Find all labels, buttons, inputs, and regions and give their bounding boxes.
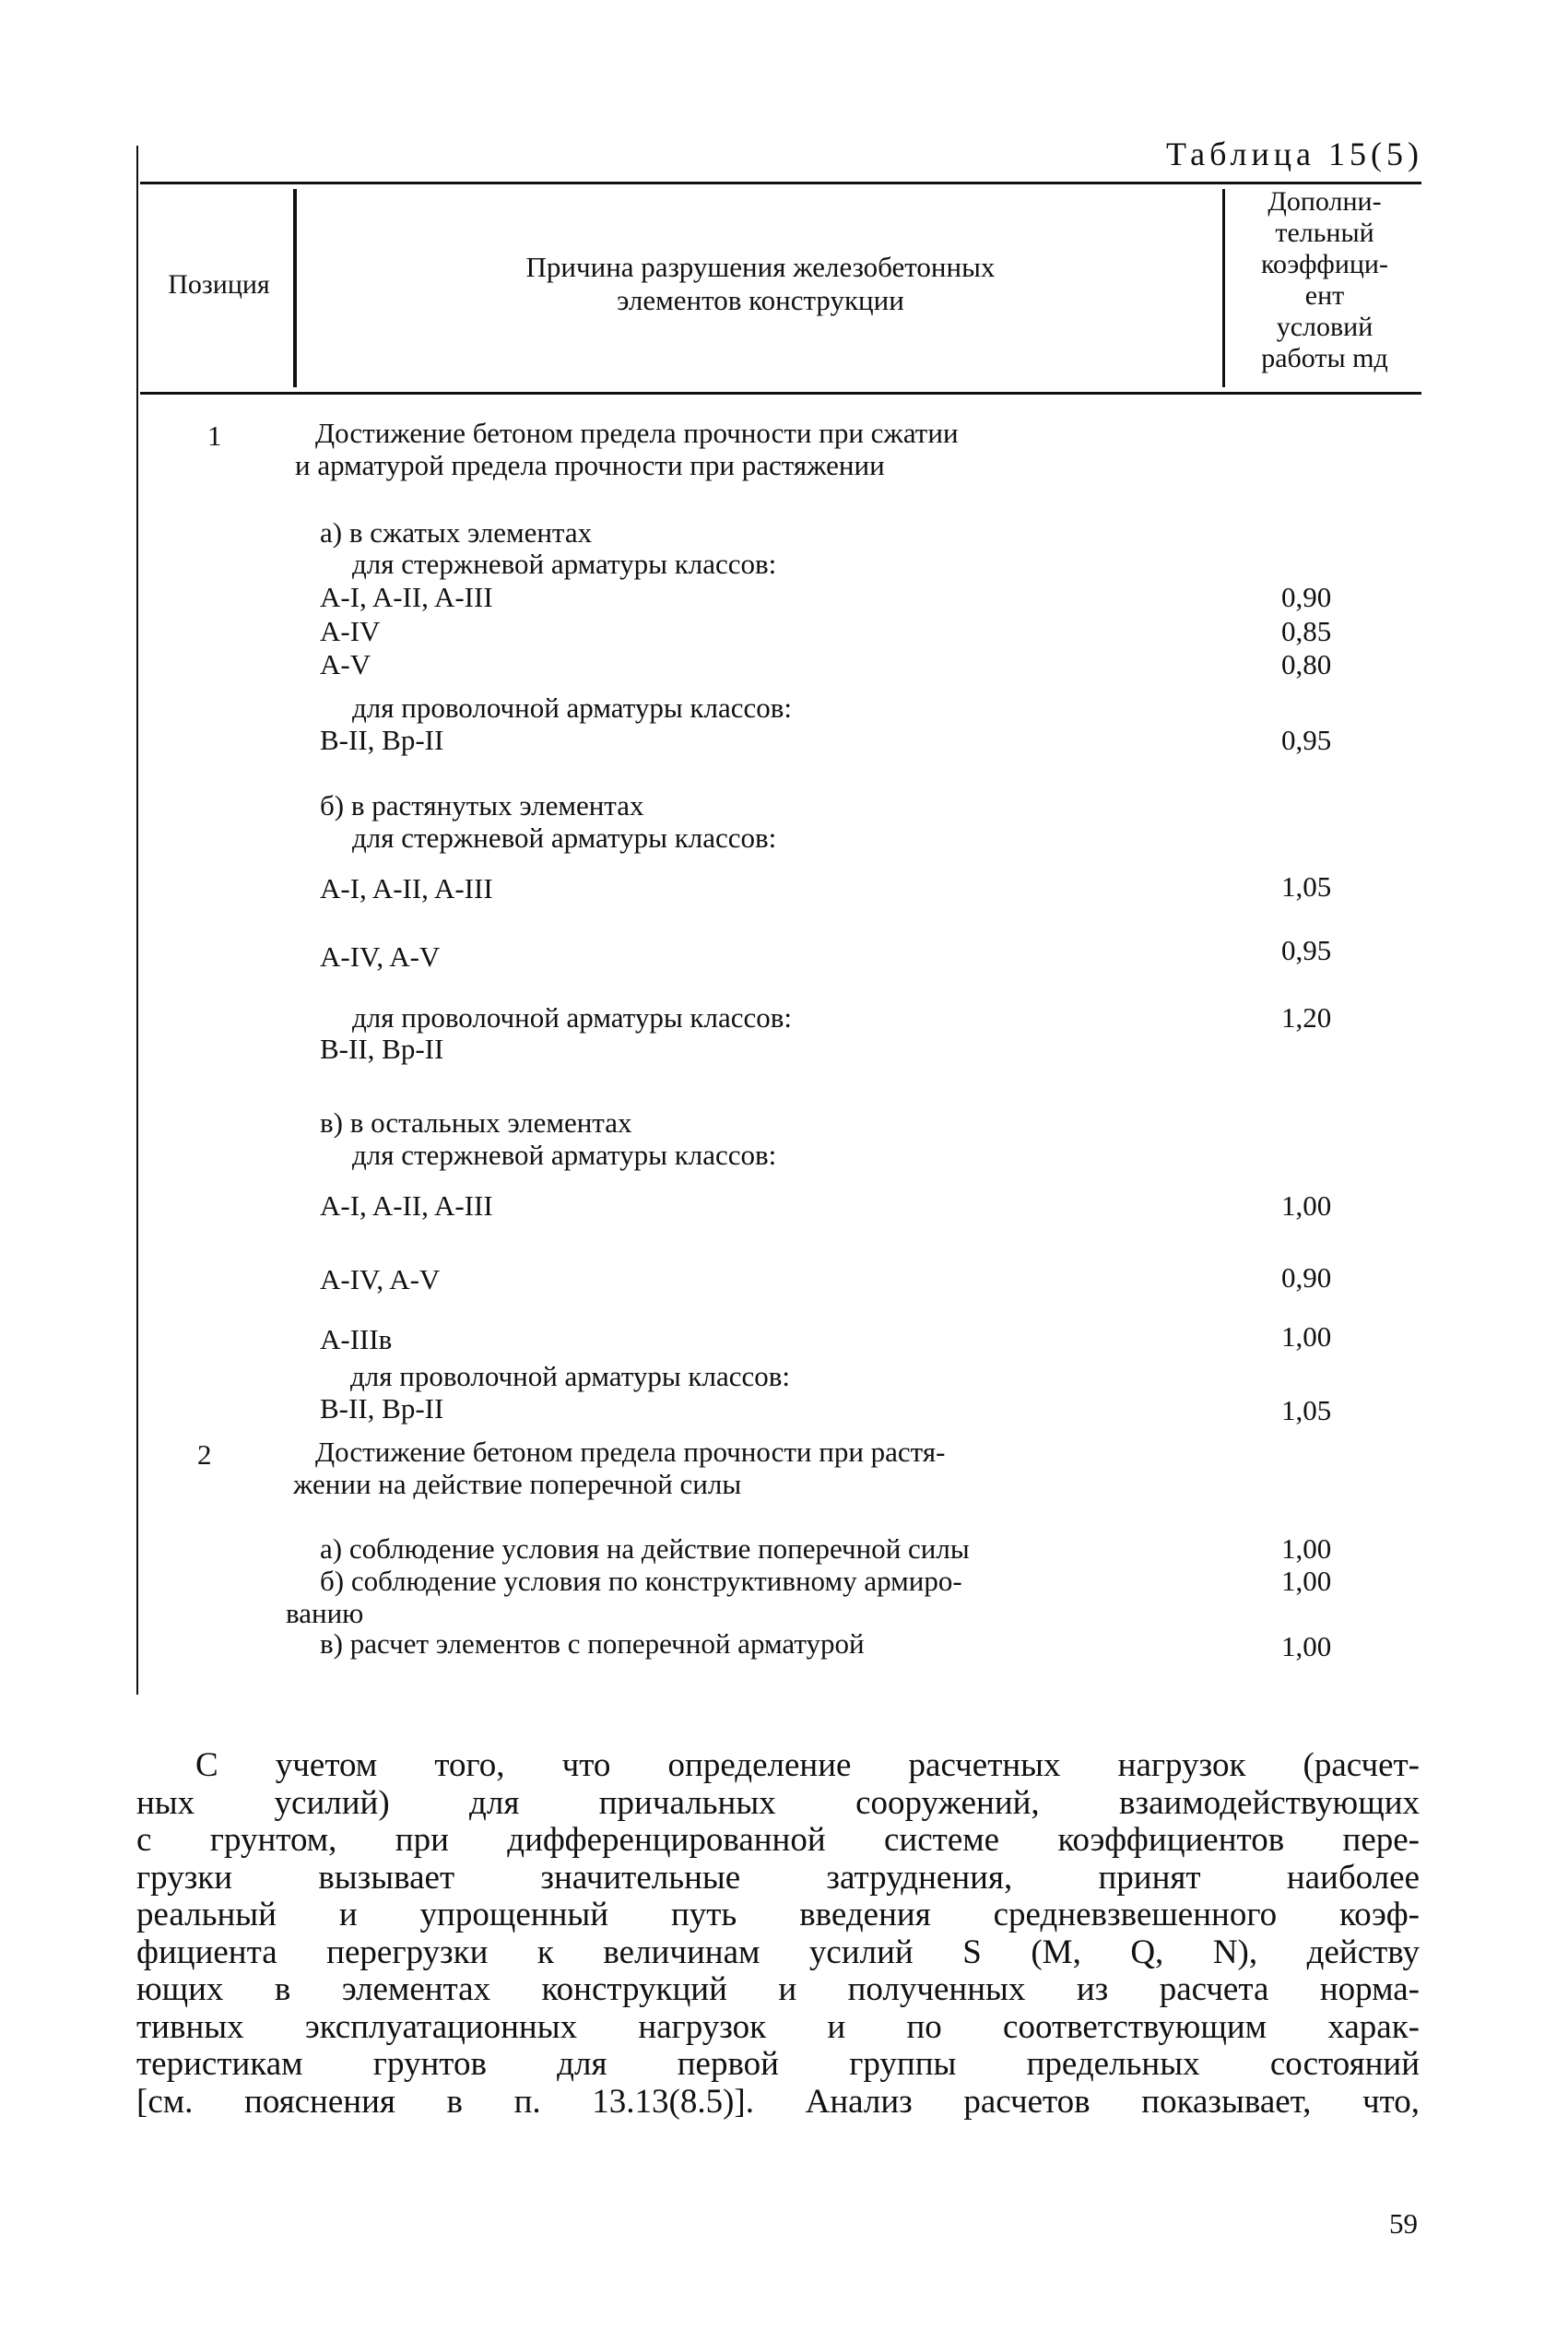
body-line: [см. пояснения в п. 13.13(8.5)]. Анализ расчетов показывает, что, [136,2082,1420,2121]
row-value: 1,00 [1281,1532,1332,1565]
row-value: 1,20 [1281,1001,1332,1034]
row-text: A-IV, A-V [320,940,441,973]
header-coef-line: тельный [1275,218,1374,248]
row-text: для стержневой арматуры классов: [352,1139,777,1171]
table-left-rule [136,146,138,1695]
row-text: A-V [320,648,371,680]
page-number: 59 [1389,2207,1418,2240]
row-text: б) в растянутых элементах [320,789,644,822]
row-text: A-IV [320,615,381,647]
body-line: реальный и упрощенный путь введения средневзвешенного коэф- [136,1896,1420,1933]
header-coef-line: условий [1276,312,1373,342]
row-value: 1,00 [1281,1320,1332,1353]
table-caption: Таблица 15(5) [1166,136,1423,172]
row-text: в) в остальных элементах [320,1106,632,1139]
table-top-rule [140,182,1421,184]
row-value: 0,80 [1281,648,1332,680]
row-text: в) расчет элементов с поперечной арматурой [320,1627,865,1660]
row-text: ванию [286,1597,364,1629]
header-coef-line: ент [1304,280,1345,311]
row-text: Достижение бетоном предела прочности при растя- [315,1436,946,1468]
row-value: 1,00 [1281,1189,1332,1222]
row-value: 0,95 [1281,934,1332,966]
row-text: б) соблюдение условия по конструктивному армиро- [320,1565,962,1597]
row-value: 1,05 [1281,1394,1332,1426]
row-text: жении на действие поперечной силы [293,1468,742,1500]
body-line: теристикам грунтов для первой группы предельных состояний [136,2045,1420,2083]
header-coef-line: Дополни- [1267,186,1382,217]
row-text: B-II, Bp-II [320,1033,444,1065]
row-text: для стержневой арматуры классов: [352,822,777,854]
row-text: для проволочной арматуры классов: [352,1001,792,1034]
row-text: для проволочной арматуры классов: [350,1360,790,1392]
row-value: 0,95 [1281,724,1332,756]
header-reason [304,251,1217,317]
row-position-number: 2 [197,1438,212,1471]
body-line: грузки вызывает значительные затруднения, принят наиболее [136,1858,1420,1897]
row-text: A-I, A-II, A-III [320,1189,493,1222]
row-value: 1,00 [1281,1565,1332,1597]
row-position-number: 1 [207,420,222,452]
body-paragraph [136,1747,1420,2121]
header-coef-line: работы mд [1261,343,1388,373]
row-text: а) в сжатых элементах [320,516,593,549]
header-divider-1 [293,189,297,387]
row-text: а) соблюдение условия на действие поперечной силы [320,1532,970,1565]
body-line: ных усилий) для причальных сооружений, взаимодействующих [136,1783,1420,1822]
row-value: 0,85 [1281,615,1332,647]
body-line: С учетом того, что определение расчетных нагрузок (расчет- [195,1746,1420,1784]
header-reason-line: элементов конструкции [617,284,904,316]
row-text: A-I, A-II, A-III [320,581,493,613]
row-text: и арматурой предела прочности при растяжении [295,449,885,481]
header-reason-line: Причина разрушения железобетонных [525,251,996,283]
row-text: Достижение бетоном предела прочности при сжатии [315,417,959,449]
header-divider-2 [1222,189,1225,387]
header-coef-line: коэффици- [1261,249,1388,279]
row-value: 1,00 [1281,1630,1332,1662]
row-value: 0,90 [1281,1261,1332,1294]
row-text: A-IV, A-V [320,1263,441,1295]
body-line: с грунтом, при дифференцированной системе коэффициентов пере- [136,1821,1420,1859]
row-text: A-I, A-II, A-III [320,872,493,904]
row-text: для проволочной арматуры классов: [352,692,792,724]
row-text: B-II, Bp-II [320,1392,444,1425]
row-value: 0,90 [1281,581,1332,613]
header-position: Позиция [168,269,270,300]
body-line: ющих в элементах конструкций и полученных из расчета норма- [136,1970,1420,2008]
row-text: для стержневой арматуры классов: [352,548,777,580]
row-value: 1,05 [1281,870,1332,903]
body-line: тивных эксплуатационных нагрузок и по соответствующим харак- [136,2007,1420,2046]
header-coefficient [1232,186,1418,374]
body-line: фициента перегрузки к величинам усилий S (M, Q, N), действу [136,1933,1420,1971]
row-text: A-IIIв [320,1323,393,1355]
table-header-bottom-rule [140,392,1421,395]
row-text: B-II, Bp-II [320,724,444,756]
